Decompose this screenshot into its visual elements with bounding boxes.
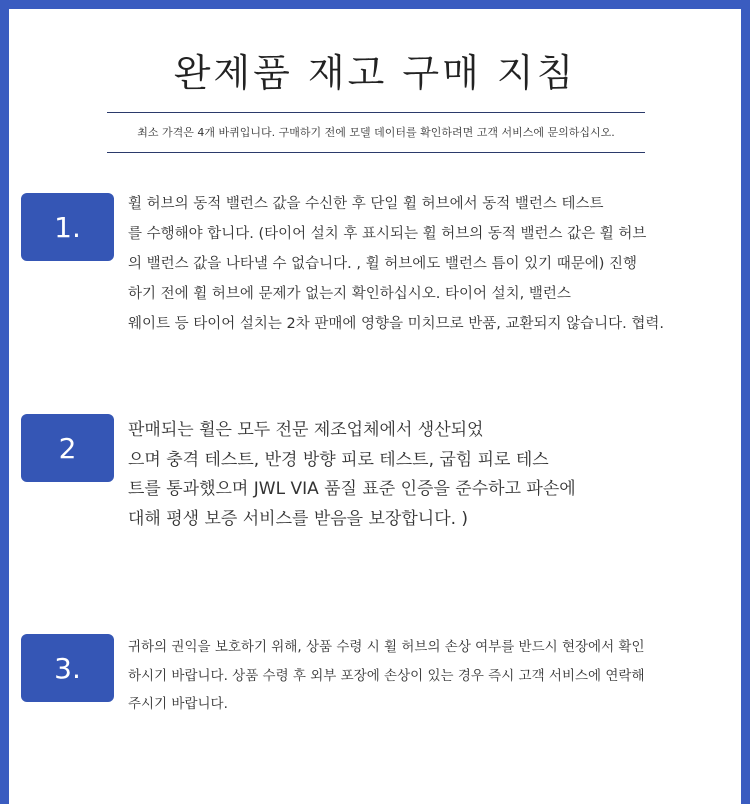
section-3-line: 주시기 바랍니다. bbox=[128, 696, 228, 712]
title-divider-top bbox=[107, 112, 645, 113]
section-2-line: 대해 평생 보증 서비스를 받음을 보장합니다. ) bbox=[128, 508, 469, 529]
section-1-line: 휠 허브의 동적 밸런스 값을 수신한 후 단일 휠 허브에서 동적 밸런스 테스트 bbox=[128, 196, 604, 212]
section-3-number: 3. bbox=[54, 651, 81, 685]
section-2-number: 2 bbox=[58, 431, 77, 465]
section-3-line: 하시기 바랍니다. 상품 수령 후 외부 포장에 손상이 있는 경우 즉시 고객 서비스에 연락해 bbox=[128, 667, 645, 684]
section-1-line: 를 수행해야 합니다. (타이어 설치 후 표시되는 휠 허브의 동적 밸런스 값은 휠 허브 bbox=[128, 226, 647, 242]
section-1-text bbox=[128, 193, 664, 343]
section-2-text bbox=[128, 417, 576, 535]
section-2-line: 으며 충격 테스트, 반경 방향 피로 테스트, 굽힘 피로 테스 bbox=[128, 449, 549, 470]
section-1-number: 1. bbox=[54, 210, 81, 244]
section-2-number-badge bbox=[21, 414, 114, 482]
section-3-number-badge bbox=[21, 634, 114, 702]
section-1-number-badge bbox=[21, 193, 114, 261]
section-3-line: 귀하의 권익을 보호하기 위해, 상품 수령 시 휠 허브의 손상 여부를 반드시 현장에서 확인 bbox=[128, 639, 645, 655]
section-2-line: 트를 통과했으며 JWL VIA 품질 표준 인증을 준수하고 파손에 bbox=[128, 479, 576, 499]
section-1-line: 웨이트 등 타이어 설치는 2차 판매에 영향을 미치므로 반품, 교환되지 않습니다. 협력. bbox=[128, 316, 664, 332]
section-1-line: 하기 전에 휠 허브에 문제가 없는지 확인하십시오. 타이어 설치, 밸런스 bbox=[128, 286, 571, 302]
title-divider-bottom bbox=[107, 152, 645, 153]
page-title: 완제품 재고 구매 지침 bbox=[173, 51, 577, 95]
section-1-line: 의 밸런스 값을 나타낼 수 없습니다. , 휠 허브에도 밸런스 틈이 있기 때문에) 진행 bbox=[128, 256, 638, 272]
section-3-text bbox=[128, 636, 645, 722]
section-2-line: 판매되는 휠은 모두 전문 제조업체에서 생산되었 bbox=[128, 420, 484, 440]
page-subtitle: 최소 가격은 4개 바퀴입니다. 구매하기 전에 모델 데이터를 확인하려면 고객 서비스에 문의하십시오. bbox=[137, 126, 615, 139]
